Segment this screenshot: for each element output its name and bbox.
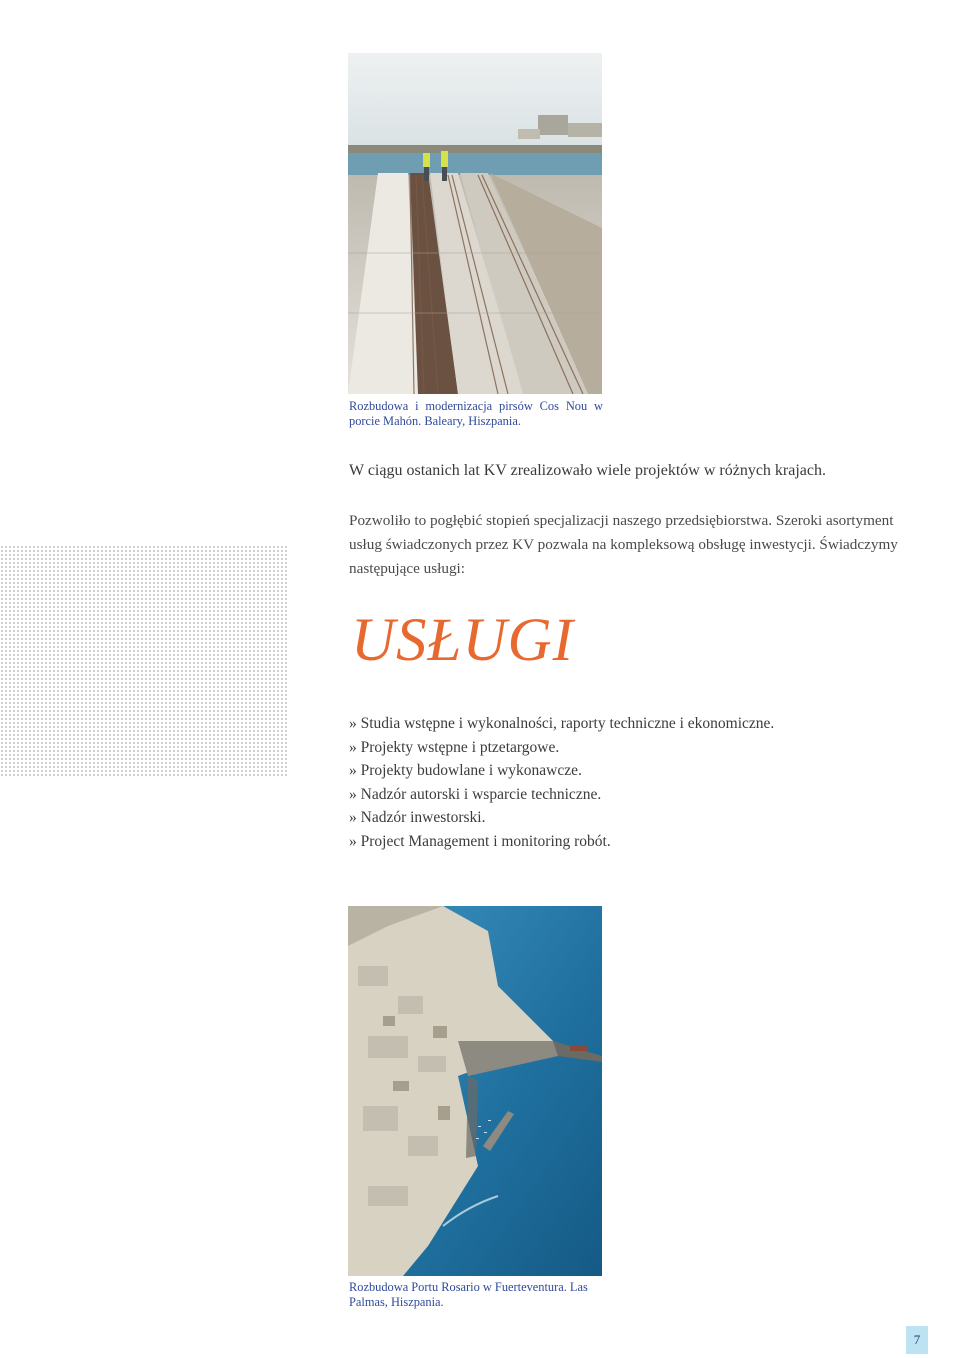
- service-item: » Studia wstępne i wykonalności, raporty techniczne i ekonomiczne.: [349, 712, 774, 736]
- service-item: » Project Management i monitoring robót.: [349, 830, 774, 854]
- service-item: » Nadzór inwestorski.: [349, 806, 774, 830]
- top-photo-caption: Rozbudowa i modernizacja pirsów Cos Nou w porcie Mahón. Baleary, Hiszpania.: [349, 399, 603, 428]
- dotted-pattern-panel: [0, 545, 287, 777]
- service-item: » Projekty wstępne i ptzetargowe.: [349, 736, 774, 760]
- section-title: USŁUGI: [351, 607, 574, 674]
- lead-paragraph: W ciągu ostanich lat KV zrealizowało wiele projektów w różnych krajach.: [349, 462, 827, 479]
- service-item: » Nadzór autorski i wsparcie techniczne.: [349, 783, 774, 807]
- intro-paragraph: Pozwoliło to pogłębić stopień specjalizacji naszego przedsiębiorstwa. Szeroki asortyment usług świadczonych przez KV pozwala na kompleksową obsługę inwestycji. Świadczymy następujące usługi:: [349, 512, 898, 577]
- page-number: 7: [906, 1326, 928, 1354]
- bottom-photo-caption: Rozbudowa Portu Rosario w Fuerteventura. Las Palmas, Hiszpania.: [349, 1280, 588, 1309]
- port-aerial-photo: [348, 906, 602, 1276]
- service-item: » Projekty budowlane i wykonawcze.: [349, 759, 774, 783]
- services-list: [349, 712, 774, 853]
- pier-construction-photo: [348, 53, 602, 394]
